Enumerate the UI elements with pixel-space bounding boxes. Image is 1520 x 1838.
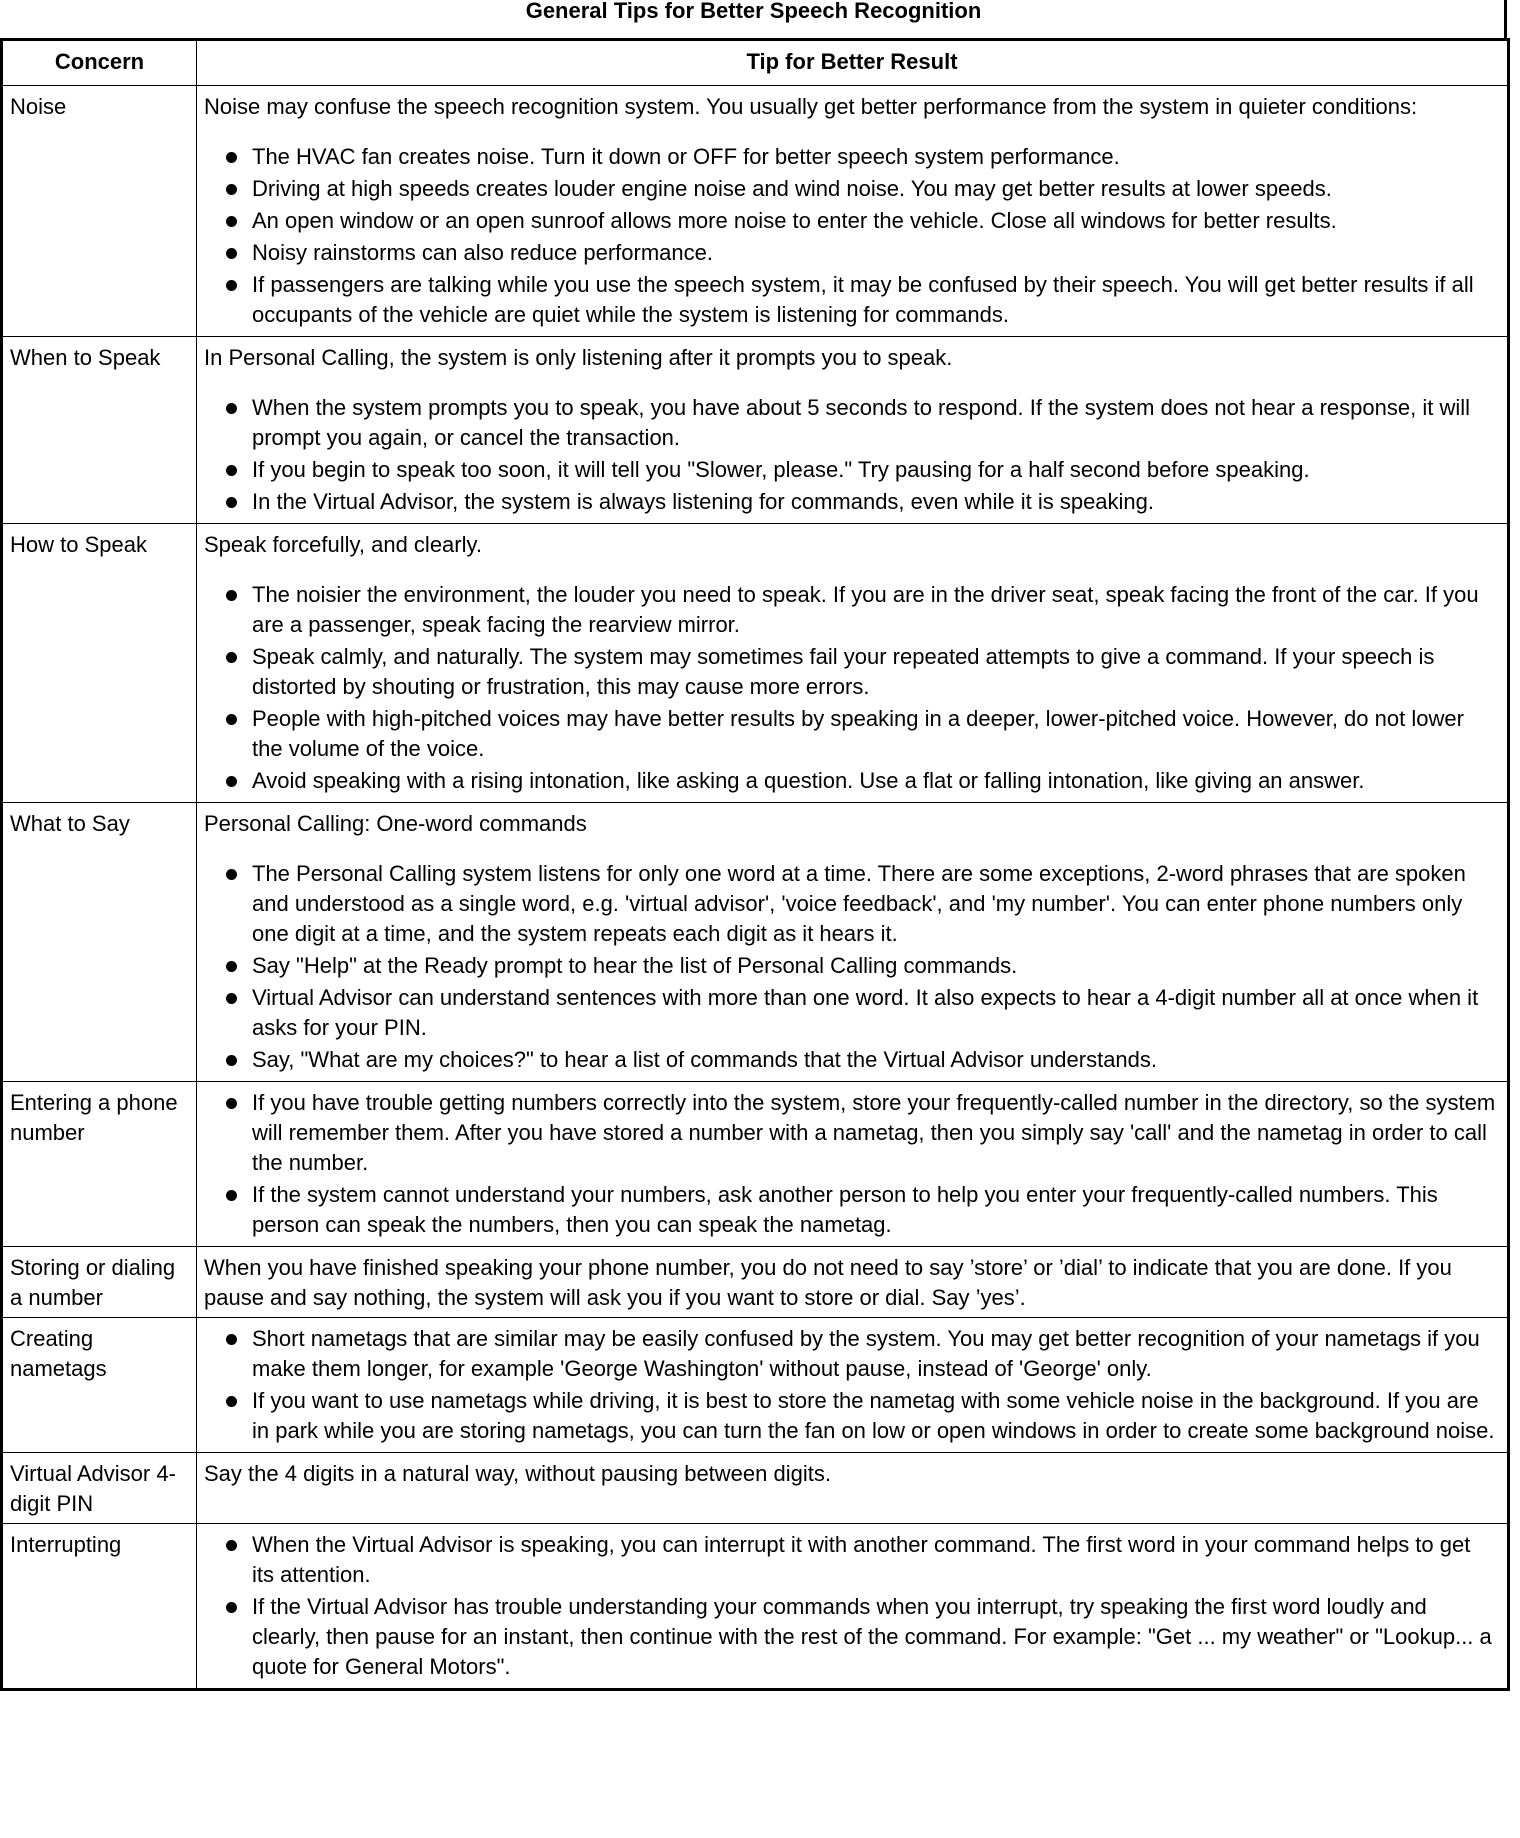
tip-bullet-text: When the system prompts you to speak, you have about 5 seconds to respond. If the system does not hear a response, it will prompt you again, or cancel the transaction.: [252, 395, 1470, 450]
tip-cell: [197, 1247, 1509, 1318]
tip-bullet-list: [204, 393, 1497, 517]
tip-bullet: [204, 1045, 1497, 1075]
tip-cell: [197, 1318, 1509, 1453]
tip-bullet-text: Short nametags that are similar may be easily confused by the system. You may get better recognition of your nametags if you make them longer, for example 'George Washington' without pause, instead of 'George' only.: [252, 1326, 1480, 1381]
bullet-dot-icon: [226, 403, 237, 414]
tip-bullet: [204, 455, 1497, 485]
bullet-dot-icon: [226, 280, 237, 291]
tip-bullet-text: The noisier the environment, the louder you need to speak. If you are in the driver seat, speak facing the front of the car. If you are a passenger, speak facing the rearview mirror.: [252, 582, 1479, 637]
tip-cell: [197, 524, 1509, 803]
bullet-dot-icon: [226, 1602, 237, 1613]
concern-cell: How to Speak: [2, 524, 197, 803]
tip-bullet: [204, 580, 1497, 640]
bullet-dot-icon: [226, 1334, 237, 1345]
tip-intro: Say the 4 digits in a natural way, without pausing between digits.: [204, 1461, 831, 1486]
tip-intro: Noise may confuse the speech recognition system. You usually get better performance from the system in quieter conditions:: [204, 94, 1418, 119]
table-row: [2, 803, 1509, 1082]
tip-bullet: [204, 1088, 1497, 1178]
concern-cell: Storing or dialing a number: [2, 1247, 197, 1318]
bullet-dot-icon: [226, 1540, 237, 1551]
tip-bullet: [204, 1530, 1497, 1590]
bullet-dot-icon: [226, 1055, 237, 1066]
tip-bullet: [204, 951, 1497, 981]
tip-bullet-text: If passengers are talking while you use the speech system, it may be confused by their speech. You will get better results if all occupants of the vehicle are quiet while the system is listening for commands.: [252, 272, 1474, 327]
tip-bullet: [204, 983, 1497, 1043]
tip-intro: Speak forcefully, and clearly.: [204, 532, 482, 557]
tip-bullet: [204, 142, 1497, 172]
tip-bullet-text: If the Virtual Advisor has trouble understanding your commands when you interrupt, try speaking the first word loudly and clearly, then pause for an instant, then continue with the rest of the command. For example: "Get ... my weather" or "Lookup... a quote for General Motors".: [252, 1594, 1492, 1679]
tip-bullet-text: Avoid speaking with a rising intonation, like asking a question. Use a flat or falling intonation, like giving an answer.: [252, 768, 1365, 793]
concern-cell: Virtual Advisor 4-digit PIN: [2, 1453, 197, 1524]
tip-bullet-text: If you have trouble getting numbers correctly into the system, store your frequently-called number in the directory, so the system will remember them. After you have stored a number with a nametag, then you simply say 'call' and the nametag in order to call the number.: [252, 1090, 1496, 1175]
tip-bullet-list: [204, 1324, 1497, 1446]
table-row: [2, 1524, 1509, 1690]
bullet-dot-icon: [226, 184, 237, 195]
concern-cell: Noise: [2, 86, 197, 337]
tip-bullet-text: If you begin to speak too soon, it will tell you "Slower, please." Try pausing for a half second before speaking.: [252, 457, 1310, 482]
table-row: [2, 1453, 1509, 1524]
tip-bullet-list: [204, 1530, 1497, 1682]
table-row: [2, 86, 1509, 337]
tip-bullet: [204, 238, 1497, 268]
tip-bullet-list: [204, 859, 1497, 1075]
bullet-dot-icon: [226, 714, 237, 725]
tip-cell: [197, 337, 1509, 524]
bullet-dot-icon: [226, 465, 237, 476]
tip-bullet-text: Speak calmly, and naturally. The system may sometimes fail your repeated attempts to give a command. If your speech is distorted by shouting or frustration, this may cause more errors.: [252, 644, 1435, 699]
bullet-dot-icon: [226, 869, 237, 880]
tip-bullet: [204, 1324, 1497, 1384]
tip-intro: When you have finished speaking your phone number, you do not need to say ’store’ or ’dial’ to indicate that you are done. If you pause and say nothing, the system will ask you if you want to store or dial. Say ’yes’.: [204, 1255, 1452, 1310]
tip-bullet: [204, 1592, 1497, 1682]
concern-cell: What to Say: [2, 803, 197, 1082]
table-row: [2, 1247, 1509, 1318]
tip-bullet-text: Driving at high speeds creates louder engine noise and wind noise. You may get better results at lower speeds.: [252, 176, 1332, 201]
tip-bullet-list: [204, 142, 1497, 330]
table-row: [2, 1082, 1509, 1247]
concern-cell: Interrupting: [2, 1524, 197, 1690]
tip-cell: [197, 1524, 1509, 1690]
tip-bullet-text: Say "Help" at the Ready prompt to hear the list of Personal Calling commands.: [252, 953, 1018, 978]
concern-cell: Creating nametags: [2, 1318, 197, 1453]
tip-bullet-text: Virtual Advisor can understand sentences with more than one word. It also expects to hear a 4-digit number all at once when it asks for your PIN.: [252, 985, 1479, 1040]
tip-bullet: [204, 1386, 1497, 1446]
tip-bullet: [204, 704, 1497, 764]
bullet-dot-icon: [226, 961, 237, 972]
concern-cell: Entering a phone number: [2, 1082, 197, 1247]
tip-bullet: [204, 1180, 1497, 1240]
tip-cell: [197, 86, 1509, 337]
tip-bullet-text: The HVAC fan creates noise. Turn it down or OFF for better speech system performance.: [252, 144, 1120, 169]
tip-bullet: [204, 487, 1497, 517]
bullet-dot-icon: [226, 1190, 237, 1201]
tip-bullet: [204, 766, 1497, 796]
tip-bullet-text: People with high-pitched voices may have better results by speaking in a deeper, lower-pitched voice. However, do not lower the volume of the voice.: [252, 706, 1464, 761]
tips-body: [2, 86, 1509, 1690]
tip-bullet-text: The Personal Calling system listens for only one word at a time. There are some exceptions, 2-word phrases that are spoken and understood as a single word, e.g. 'virtual advisor', 'voice feedback', and 'my number'. You can enter phone numbers only one digit at a time, and the system repeats each digit as it hears it.: [252, 861, 1466, 946]
tip-bullet: [204, 206, 1497, 236]
tip-bullet-list: [204, 1088, 1497, 1240]
bullet-dot-icon: [226, 652, 237, 663]
tip-bullet: [204, 393, 1497, 453]
tip-bullet-list: [204, 580, 1497, 796]
bullet-dot-icon: [226, 1098, 237, 1109]
tip-bullet-text: Noisy rainstorms can also reduce performance.: [252, 240, 713, 265]
tip-cell: [197, 1082, 1509, 1247]
header-tip: Tip for Better Result: [197, 40, 1509, 86]
tip-bullet-text: When the Virtual Advisor is speaking, you can interrupt it with another command. The first word in your command helps to get its attention.: [252, 1532, 1471, 1587]
tip-bullet: [204, 270, 1497, 330]
title-right-rule: [1504, 0, 1507, 40]
table-row: [2, 1318, 1509, 1453]
tip-bullet-text: If the system cannot understand your numbers, ask another person to help you enter your frequently-called numbers. This person can speak the numbers, then you can speak the nametag.: [252, 1182, 1438, 1237]
tip-bullet: [204, 174, 1497, 204]
tip-bullet-text: Say, "What are my choices?" to hear a list of commands that the Virtual Advisor understands.: [252, 1047, 1158, 1072]
concern-cell: When to Speak: [2, 337, 197, 524]
bullet-dot-icon: [226, 993, 237, 1004]
page-title: General Tips for Better Speech Recognition: [525, 0, 982, 23]
tip-cell: [197, 1453, 1509, 1524]
header-concern: Concern: [2, 40, 197, 86]
tip-bullet: [204, 642, 1497, 702]
table-row: [2, 524, 1509, 803]
bullet-dot-icon: [226, 1396, 237, 1407]
bullet-dot-icon: [226, 216, 237, 227]
tips-table: [0, 38, 1510, 1691]
table-row: [2, 337, 1509, 524]
tip-cell: [197, 803, 1509, 1082]
tip-intro: In Personal Calling, the system is only listening after it prompts you to speak.: [204, 345, 953, 370]
bullet-dot-icon: [226, 590, 237, 601]
bullet-dot-icon: [226, 248, 237, 259]
tip-bullet-text: If you want to use nametags while driving, it is best to store the nametag with some vehicle noise in the background. If you are in park while you are storing nametags, you can turn the fan on low or open windows in order to create some background noise.: [252, 1388, 1495, 1443]
bullet-dot-icon: [226, 497, 237, 508]
tip-bullet-text: In the Virtual Advisor, the system is always listening for commands, even while it is speaking.: [252, 489, 1155, 514]
bullet-dot-icon: [226, 152, 237, 163]
tip-intro: Personal Calling: One-word commands: [204, 811, 587, 836]
header-row: [2, 40, 1509, 86]
tip-bullet-text: An open window or an open sunroof allows more noise to enter the vehicle. Close all windows for better results.: [252, 208, 1337, 233]
tip-bullet: [204, 859, 1497, 949]
bullet-dot-icon: [226, 776, 237, 787]
